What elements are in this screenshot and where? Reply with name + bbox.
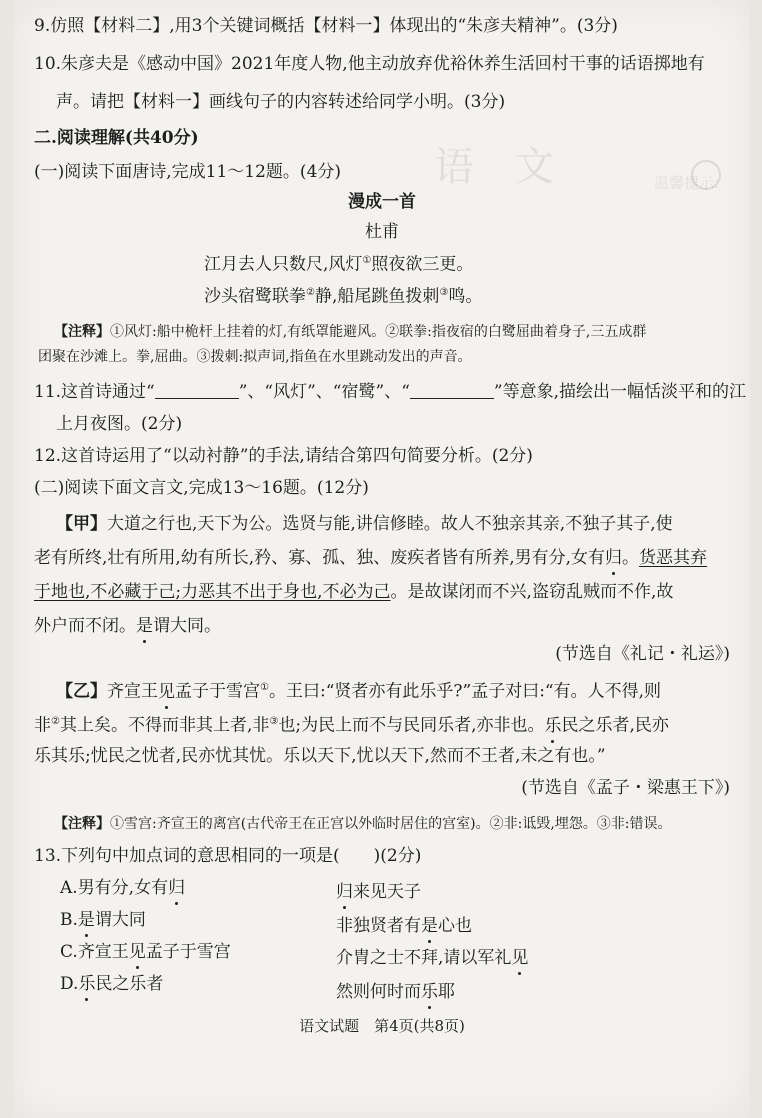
- poem-title: 漫成一首: [348, 192, 416, 212]
- option-c-right: 介胄之士不拜,请以军礼见: [336, 948, 529, 968]
- page-footer: 语文试题 第4页(共8页): [299, 1017, 465, 1035]
- bleed-through-heading: 语 文: [434, 144, 554, 190]
- passage-jia-line-3: 于地也,不必藏于己;力恶其不出于身也,不必为己。是故谋闭而不兴,盗窃乱贼而不作,故: [34, 582, 674, 602]
- passage-yi-line-3: 乐其乐;忧民之忧者,民亦忧其忧。乐以天下,忧以天下,然而不王者,未之有也。”: [34, 746, 606, 766]
- question-11-line-1: 11.这首诗通过“ ”、“风灯”、“宿鹭”、“ ”等意象,描绘出一幅恬淡平和的江: [34, 382, 746, 402]
- smiley-bleed-icon: [691, 160, 721, 190]
- question-11-line-2: 上月夜图。(2分): [56, 414, 183, 434]
- option-d-left: D.乐民之乐者: [60, 974, 164, 994]
- question-9: 9.仿照【材料二】,用3个关键词概括【材料一】体现出的“朱彦夫精神”。(3分): [34, 16, 618, 36]
- poem-author: 杜甫: [365, 222, 399, 242]
- question-13: 13.下列句中加点词的意思相同的一项是( )(2分): [34, 846, 422, 866]
- passage-yi-line-1: 【乙】齐宣王见孟子于雪宫①。王曰:“贤者亦有此乐乎?”孟子对曰:“有。人不得,则: [56, 681, 662, 702]
- option-a-left: A.男有分,女有归: [60, 878, 186, 898]
- bleed-through-tip: 温馨提示:: [654, 174, 720, 192]
- poem-notes-line-2: 团聚在沙滩上。拳,屈曲。③拨刺:拟声词,指鱼在水里跳动发出的声音。: [38, 349, 472, 365]
- option-a-right: 归来见天子: [336, 882, 421, 902]
- part-2-instructions: (二)阅读下面文言文,完成13～16题。(12分): [34, 478, 369, 498]
- poem-line-2: 沙头宿鹭联拳②静,船尾跳鱼拨刺③鸣。: [204, 286, 483, 307]
- question-10-line-1: 10.朱彦夫是《感动中国》2021年度人物,他主动放弃优裕休养生活回村干事的话语掷地有: [34, 54, 705, 74]
- passage-notes: 【注释】①雪宫:齐宣王的离宫(古代帝王在正宫以外临时居住的宫室)。②非:诋毁,埋怨。③非:错误。: [54, 816, 672, 832]
- passage-yi-line-2: 非②其上矣。不得而非其上者,非③也;为民上而不与民同乐者,亦非也。乐民之乐者,民亦: [34, 715, 669, 736]
- poem-notes-line-1: 【注释】①风灯:船中桅杆上挂着的灯,有纸罩能避风。②联拳:指夜宿的白鹭屈曲着身子,三五成群: [54, 324, 647, 340]
- passage-jia-line-1: 【甲】大道之行也,天下为公。选贤与能,讲信修睦。故人不独亲其亲,不独子其子,使: [56, 514, 673, 534]
- passage-jia-line-4: 外户而不闭。是谓大同。: [34, 616, 221, 636]
- part-1-instructions: (一)阅读下面唐诗,完成11～12题。(4分): [34, 162, 342, 182]
- option-d-right: 然则何时而乐耶: [336, 982, 455, 1002]
- option-b-left: B.是谓大同: [60, 910, 146, 930]
- option-b-right: 非独贤者有是心也: [336, 916, 472, 936]
- exam-page: [14, 0, 750, 1118]
- answer-blank-1[interactable]: [155, 382, 239, 399]
- poem-line-1: 江月去人只数尺,风灯①照夜欲三更。: [204, 254, 474, 275]
- passage-jia-line-2: 老有所终,壮有所用,幼有所长,矜、寡、孤、独、废疾者皆有所养,男有分,女有归。货恶其弃: [34, 548, 708, 568]
- passage-jia-source: (节选自《礼记・礼运》): [555, 644, 730, 664]
- question-12: 12.这首诗运用了“以动衬静”的手法,请结合第四句简要分析。(2分): [34, 446, 533, 466]
- question-10-line-2: 声。请把【材料一】画线句子的内容转述给同学小明。(3分): [56, 92, 506, 112]
- section-heading: 二.阅读理解(共40分): [34, 128, 199, 148]
- option-c-left: C.齐宣王见孟子于雪宫: [60, 942, 231, 962]
- answer-blank-2[interactable]: [410, 382, 494, 399]
- passage-yi-source: (节选自《孟子・梁惠王下》): [521, 778, 730, 798]
